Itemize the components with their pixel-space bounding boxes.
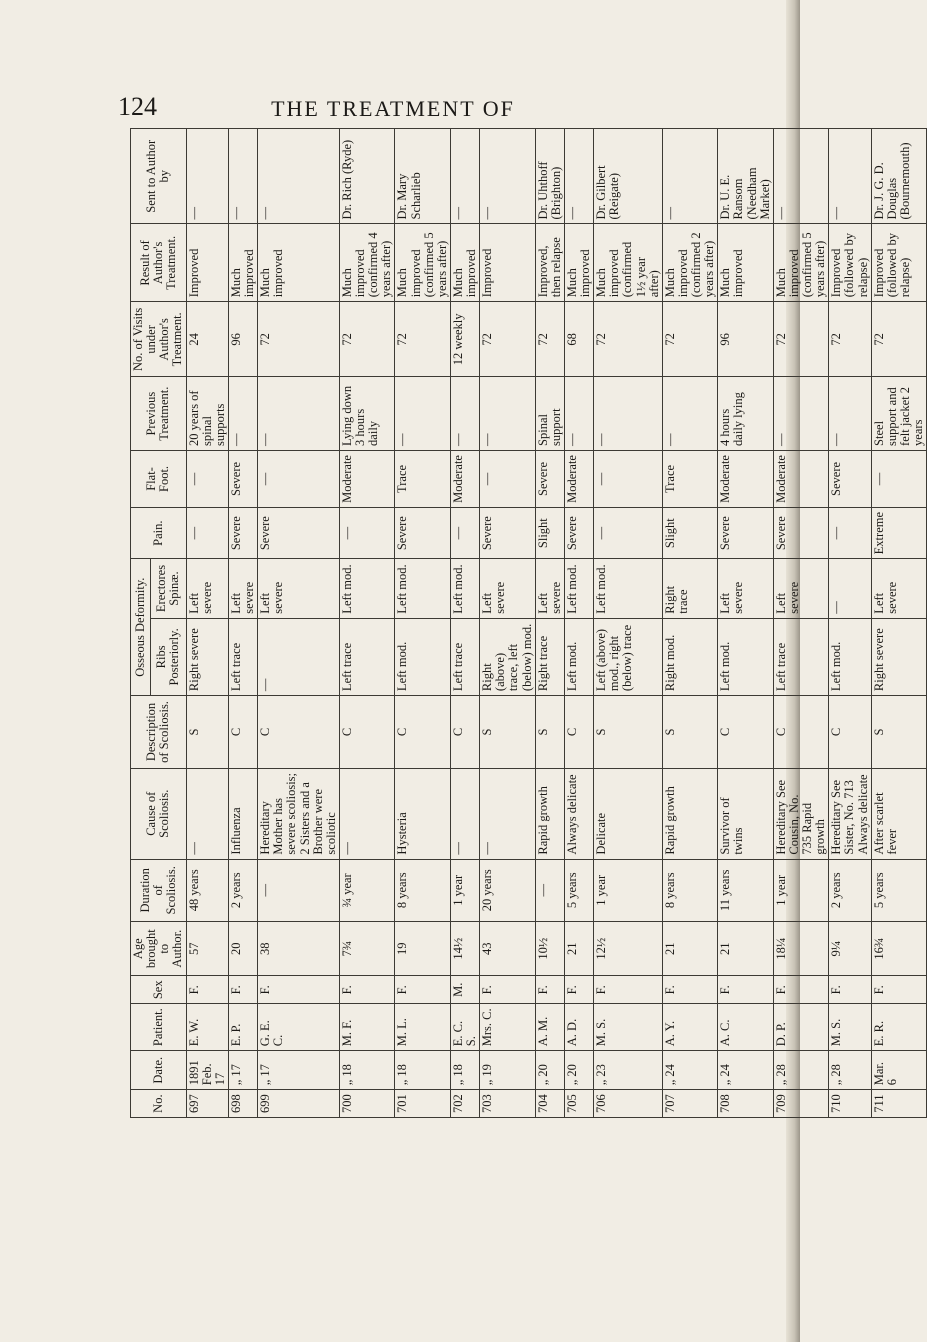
cell-duration: 1 year [594, 859, 663, 921]
cell-cause: Hereditary See Sister, No. 713 Always delicate [829, 768, 871, 859]
cell-date: „ 28 [773, 1051, 829, 1090]
col-ribs: Ribs Posteriorly. [150, 618, 186, 695]
cell-ribs: Left (above) mod., right (below) trace [594, 618, 663, 695]
cell-age: 14½ [450, 922, 479, 976]
cell-no: 706 [594, 1090, 663, 1118]
cell-result: Improved [186, 224, 228, 302]
cell-pain: — [450, 507, 479, 558]
cell-ribs: Left mod. [395, 618, 451, 695]
cell-result: Much improved (confirmed 5 years after) [773, 224, 829, 302]
cell-erectores: Left mod. [594, 559, 663, 618]
cell-pain: Severe [480, 507, 536, 558]
cell-patient: Mrs. C. [480, 1004, 536, 1051]
cell-previous: Steel support and felt jacket 2 years [871, 377, 927, 451]
cell-cause: After scarlet fever [871, 768, 927, 859]
cell-ribs: — [258, 618, 340, 695]
table-row [829, 129, 871, 1118]
cell-duration: 8 years [662, 859, 718, 921]
cell-erectores: Left mod. [339, 559, 395, 618]
cell-duration: 1 year [773, 859, 829, 921]
cell-date: „ 17 [228, 1051, 257, 1090]
col-osseous: Osseous Deformity. [131, 559, 151, 696]
cell-flatfoot: Severe [829, 450, 871, 507]
cell-result: Improved (followed by relapse) [829, 224, 871, 302]
cell-sent: — [773, 129, 829, 225]
cell-patient: A. M. [535, 1004, 564, 1051]
case-table [130, 128, 927, 1118]
cell-no: 699 [258, 1090, 340, 1118]
cell-date: „ 17 [258, 1051, 340, 1090]
cell-sex: F. [186, 976, 228, 1004]
cell-flatfoot: — [594, 450, 663, 507]
running-title: THE TREATMENT OF [271, 96, 515, 121]
cell-pain: — [186, 507, 228, 558]
cell-cause: Survivor of twins [718, 768, 774, 859]
cell-pain: — [339, 507, 395, 558]
cell-previous: 20 years of spinal supports [186, 377, 228, 451]
cell-no: 709 [773, 1090, 829, 1118]
cell-pain: — [594, 507, 663, 558]
cell-no: 711 [871, 1090, 927, 1118]
table-row [186, 129, 228, 1118]
cell-ribs: Left mod. [718, 618, 774, 695]
cell-erectores: Left mod. [395, 559, 451, 618]
table-body [186, 129, 927, 1118]
cell-patient: E. W. [186, 1004, 228, 1051]
cell-no: 707 [662, 1090, 718, 1118]
table-row [395, 129, 451, 1118]
cell-result: Much improved [450, 224, 479, 302]
cell-patient: G. E. C. [258, 1004, 340, 1051]
cell-age: 7¾ [339, 922, 395, 976]
cell-visits: 72 [339, 302, 395, 377]
cell-pain: Severe [718, 507, 774, 558]
cell-ribs: Right severe [871, 618, 927, 695]
cell-visits: 72 [829, 302, 871, 377]
cell-visits: 68 [564, 302, 593, 377]
cell-patient: E. C. S. [450, 1004, 479, 1051]
cell-flatfoot: Severe [228, 450, 257, 507]
cell-visits: 72 [395, 302, 451, 377]
cell-patient: E. P. [228, 1004, 257, 1051]
cell-previous: — [450, 377, 479, 451]
rotated-table [130, 128, 925, 1118]
col-previous: Previous Treatment. [131, 377, 187, 451]
cell-flatfoot: — [480, 450, 536, 507]
cell-result: Much improved (confirmed 4 years after) [339, 224, 395, 302]
cell-duration: 48 years [186, 859, 228, 921]
cell-flatfoot: Moderate [564, 450, 593, 507]
cell-erectores: Left severe [186, 559, 228, 618]
cell-pain: Severe [228, 507, 257, 558]
cell-flatfoot: Moderate [339, 450, 395, 507]
cell-pain: Slight [535, 507, 564, 558]
cell-date: „ 18 [395, 1051, 451, 1090]
cell-description: S [186, 696, 228, 769]
cell-duration: ¾ year [339, 859, 395, 921]
cell-result: Much improved [564, 224, 593, 302]
cell-description: C [829, 696, 871, 769]
cell-previous: — [395, 377, 451, 451]
cell-visits: 72 [662, 302, 718, 377]
col-result: Result of Author's Treatment. [131, 224, 187, 302]
cell-ribs: Left trace [339, 618, 395, 695]
cell-age: 57 [186, 922, 228, 976]
page-header [0, 92, 786, 132]
cell-sex: F. [395, 976, 451, 1004]
cell-pain: Extreme [871, 507, 927, 558]
cell-previous: — [564, 377, 593, 451]
cell-cause: Influenza [228, 768, 257, 859]
cell-result: Improved [480, 224, 536, 302]
cell-visits: 72 [871, 302, 927, 377]
cell-erectores: Left mod. [450, 559, 479, 618]
cell-result: Improved, then relapse [535, 224, 564, 302]
cell-visits: 96 [718, 302, 774, 377]
cell-no: 710 [829, 1090, 871, 1118]
cell-description: C [395, 696, 451, 769]
col-sent: Sent to Author by [131, 129, 187, 225]
cell-visits: 72 [480, 302, 536, 377]
cell-cause: Rapid growth [662, 768, 718, 859]
cell-ribs: Right trace [535, 618, 564, 695]
cell-cause: Hereditary Mother has severe scoliosis; 2 Sisters and a Brother were scoliotic [258, 768, 340, 859]
cell-age: 38 [258, 922, 340, 976]
cell-ribs: Right severe [186, 618, 228, 695]
cell-duration: 20 years [480, 859, 536, 921]
cell-patient: M. L. [395, 1004, 451, 1051]
cell-duration: 11 years [718, 859, 774, 921]
cell-previous: — [594, 377, 663, 451]
table-row [564, 129, 593, 1118]
cell-pain: Severe [258, 507, 340, 558]
cell-previous: — [829, 377, 871, 451]
cell-sex: F. [662, 976, 718, 1004]
cell-sex: F. [773, 976, 829, 1004]
col-flatfoot: Flat-Foot. [131, 450, 187, 507]
cell-result: Much improved [258, 224, 340, 302]
cell-pain: Severe [773, 507, 829, 558]
cell-erectores: Left severe [535, 559, 564, 618]
cell-patient: M. S. [829, 1004, 871, 1051]
cell-no: 703 [480, 1090, 536, 1118]
cell-description: S [871, 696, 927, 769]
page-number: 124 [118, 92, 157, 121]
cell-previous: — [258, 377, 340, 451]
cell-age: 9¼ [829, 922, 871, 976]
cell-description: S [535, 696, 564, 769]
cell-visits: 72 [594, 302, 663, 377]
col-date: Date. [131, 1051, 187, 1090]
cell-description: C [339, 696, 395, 769]
cell-date: „ 24 [662, 1051, 718, 1090]
cell-flatfoot: Trace [662, 450, 718, 507]
cell-sex: F. [871, 976, 927, 1004]
cell-age: 10½ [535, 922, 564, 976]
cell-erectores: Left severe [258, 559, 340, 618]
cell-cause: Hysteria [395, 768, 451, 859]
cell-sent: — [258, 129, 340, 225]
cell-description: S [480, 696, 536, 769]
cell-no: 700 [339, 1090, 395, 1118]
cell-age: 19 [395, 922, 451, 976]
cell-cause: Rapid growth [535, 768, 564, 859]
cell-description: C [258, 696, 340, 769]
cell-age: 16¾ [871, 922, 927, 976]
cell-cause: — [450, 768, 479, 859]
cell-pain: Severe [564, 507, 593, 558]
table-row [228, 129, 257, 1118]
cell-erectores: Left severe [718, 559, 774, 618]
cell-description: C [450, 696, 479, 769]
cell-sent: Dr. Mary Scharlieb [395, 129, 451, 225]
table-row [339, 129, 395, 1118]
cell-age: 20 [228, 922, 257, 976]
cell-no: 708 [718, 1090, 774, 1118]
table-row [773, 129, 829, 1118]
cell-patient: A. Y. [662, 1004, 718, 1051]
table-row [871, 129, 927, 1118]
cell-result: Improved (followed by relapse) [871, 224, 927, 302]
cell-result: Much improved [228, 224, 257, 302]
cell-ribs: Left trace [228, 618, 257, 695]
cell-no: 698 [228, 1090, 257, 1118]
cell-duration: — [258, 859, 340, 921]
cell-sex: F. [594, 976, 663, 1004]
cell-ribs: Left trace [450, 618, 479, 695]
cell-flatfoot: Moderate [450, 450, 479, 507]
cell-age: 18¼ [773, 922, 829, 976]
cell-cause: Always delicate [564, 768, 593, 859]
cell-sex: F. [339, 976, 395, 1004]
cell-patient: M. F. [339, 1004, 395, 1051]
cell-date: „ 23 [594, 1051, 663, 1090]
table-row [450, 129, 479, 1118]
cell-no: 705 [564, 1090, 593, 1118]
col-sex: Sex [131, 976, 187, 1004]
cell-no: 704 [535, 1090, 564, 1118]
cell-patient: E. R. [871, 1004, 927, 1051]
cell-cause: — [480, 768, 536, 859]
cell-sex: F. [718, 976, 774, 1004]
cell-previous: 4 hours daily lying [718, 377, 774, 451]
cell-sent: — [450, 129, 479, 225]
cell-sent: — [186, 129, 228, 225]
cell-duration: 2 years [228, 859, 257, 921]
col-patient: Patient. [131, 1004, 187, 1051]
cell-date: 1891 Feb. 17 [186, 1051, 228, 1090]
cell-result: Much improved [718, 224, 774, 302]
cell-result: Much improved (confirmed 5 years after) [395, 224, 451, 302]
cell-no: 697 [186, 1090, 228, 1118]
cell-date: „ 24 [718, 1051, 774, 1090]
cell-patient: D. P. [773, 1004, 829, 1051]
cell-visits: 72 [773, 302, 829, 377]
cell-sent: Dr. U. E. Ransom (Needham Market) [718, 129, 774, 225]
cell-cause: — [339, 768, 395, 859]
cell-flatfoot: — [186, 450, 228, 507]
cell-date: „ 18 [450, 1051, 479, 1090]
cell-erectores: Left severe [871, 559, 927, 618]
cell-erectores: Left severe [773, 559, 829, 618]
cell-date: „ 28 [829, 1051, 871, 1090]
cell-no: 702 [450, 1090, 479, 1118]
cell-patient: M. S. [594, 1004, 663, 1051]
table-row [535, 129, 564, 1118]
cell-age: 43 [480, 922, 536, 976]
cell-erectores: Right trace [662, 559, 718, 618]
table-row [662, 129, 718, 1118]
col-cause: Cause of Scoliosis. [131, 768, 187, 859]
cell-duration: 1 year [450, 859, 479, 921]
cell-description: C [773, 696, 829, 769]
cell-patient: A. D. [564, 1004, 593, 1051]
cell-age: 21 [718, 922, 774, 976]
cell-sent: Dr. Gilbert (Reigate) [594, 129, 663, 225]
col-duration: Duration of Scoliosis. [131, 859, 187, 921]
cell-flatfoot: Trace [395, 450, 451, 507]
cell-result: Much improved (confirmed 1½ year after) [594, 224, 663, 302]
cell-erectores: Left severe [480, 559, 536, 618]
cell-description: C [228, 696, 257, 769]
cell-ribs: Left mod. [564, 618, 593, 695]
cell-sent: — [228, 129, 257, 225]
cell-sex: F. [228, 976, 257, 1004]
cell-previous: — [228, 377, 257, 451]
cell-flatfoot: — [258, 450, 340, 507]
cell-duration: 2 years [829, 859, 871, 921]
cell-date: „ 19 [480, 1051, 536, 1090]
cell-previous: — [662, 377, 718, 451]
cell-duration: — [535, 859, 564, 921]
cell-ribs: Right mod. [662, 618, 718, 695]
col-erectores: Erectores Spinæ. [150, 559, 186, 618]
table-row [480, 129, 536, 1118]
cell-flatfoot: Moderate [718, 450, 774, 507]
cell-visits: 96 [228, 302, 257, 377]
cell-previous: — [480, 377, 536, 451]
cell-sex: M. [450, 976, 479, 1004]
cell-sent: Dr. Rich (Ryde) [339, 129, 395, 225]
cell-pain: — [829, 507, 871, 558]
cell-visits: 72 [258, 302, 340, 377]
cell-erectores: Left severe [228, 559, 257, 618]
cell-age: 21 [662, 922, 718, 976]
cell-duration: 8 years [395, 859, 451, 921]
cell-erectores: Left mod. [564, 559, 593, 618]
cell-flatfoot: — [871, 450, 927, 507]
cell-date: „ 20 [564, 1051, 593, 1090]
cell-flatfoot: Severe [535, 450, 564, 507]
cell-date: Mar. 6 [871, 1051, 927, 1090]
cell-previous: Spinal support [535, 377, 564, 451]
cell-duration: 5 years [871, 859, 927, 921]
cell-pain: Severe [395, 507, 451, 558]
cell-description: S [594, 696, 663, 769]
cell-visits: 12 weekly [450, 302, 479, 377]
cell-visits: 72 [535, 302, 564, 377]
col-age: Age brought to Author. [131, 922, 187, 976]
cell-sent: Dr. Uhthoff (Brighton) [535, 129, 564, 225]
cell-sex: F. [564, 976, 593, 1004]
cell-ribs: Left trace [773, 618, 829, 695]
cell-ribs: Left mod. [829, 618, 871, 695]
cell-sent: — [662, 129, 718, 225]
cell-description: S [662, 696, 718, 769]
col-description: Description of Scoliosis. [131, 696, 187, 769]
cell-sent: — [564, 129, 593, 225]
cell-description: C [564, 696, 593, 769]
cell-cause: Hereditary See Cousin, No. 735 Rapid growth [773, 768, 829, 859]
cell-sent: Dr. J. G. D. Douglas (Bournemouth) [871, 129, 927, 225]
cell-result: Much improved (confirmed 2 years after) [662, 224, 718, 302]
col-no: No. [131, 1090, 187, 1118]
cell-age: 12½ [594, 922, 663, 976]
cell-sex: F. [829, 976, 871, 1004]
cell-sent: — [829, 129, 871, 225]
cell-sex: F. [480, 976, 536, 1004]
cell-previous: Lying down 3 hours daily [339, 377, 395, 451]
cell-duration: 5 years [564, 859, 593, 921]
cell-sex: F. [535, 976, 564, 1004]
cell-no: 701 [395, 1090, 451, 1118]
col-visits: No. of Visits under Author's Treatment. [131, 302, 187, 377]
table-row [258, 129, 340, 1118]
cell-visits: 24 [186, 302, 228, 377]
cell-sex: F. [258, 976, 340, 1004]
cell-cause: — [186, 768, 228, 859]
cell-pain: Slight [662, 507, 718, 558]
cell-erectores: — [829, 559, 871, 618]
cell-date: „ 18 [339, 1051, 395, 1090]
table-row [718, 129, 774, 1118]
cell-age: 21 [564, 922, 593, 976]
cell-flatfoot: Moderate [773, 450, 829, 507]
cell-ribs: Right (above) trace, left (below) mod. [480, 618, 536, 695]
cell-patient: A. C. [718, 1004, 774, 1051]
cell-previous: — [773, 377, 829, 451]
table-row [594, 129, 663, 1118]
cell-cause: Delicate [594, 768, 663, 859]
col-pain: Pain. [131, 507, 187, 558]
cell-sent: — [480, 129, 536, 225]
cell-description: C [718, 696, 774, 769]
cell-date: „ 20 [535, 1051, 564, 1090]
